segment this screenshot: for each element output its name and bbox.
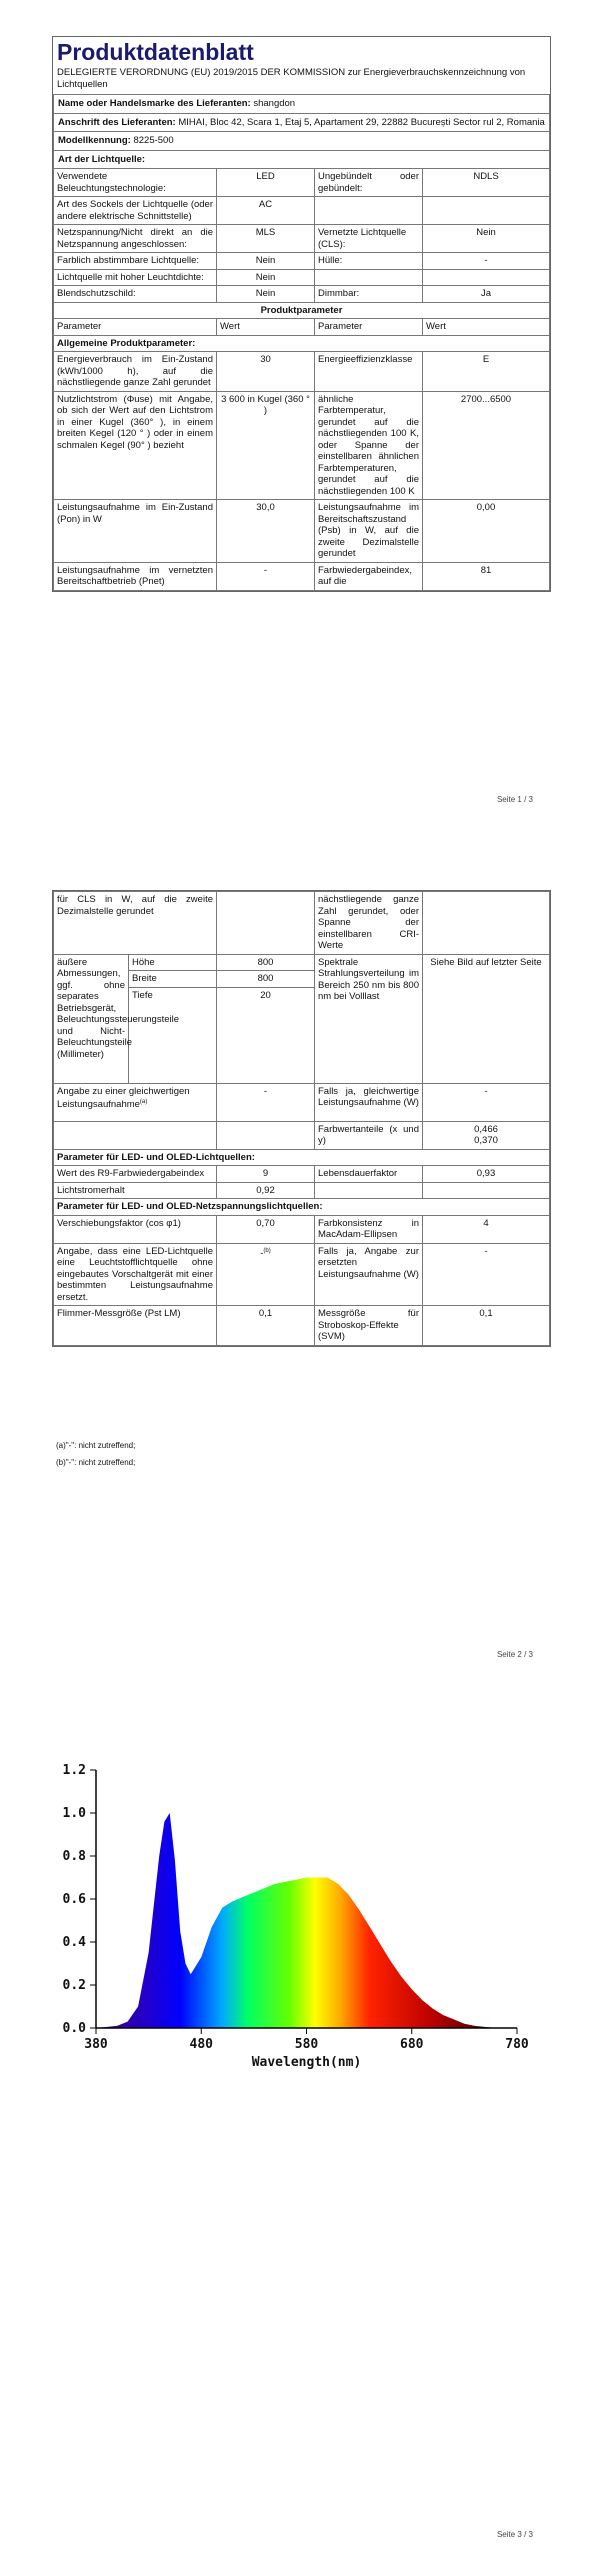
cell-value: 0,1	[217, 1306, 315, 1346]
cell-value	[423, 197, 550, 225]
cell-label: Nutzlichtstrom (Φuse) mit Angabe, ob sich der Wert auf den Lichtstrom in einer Kugel (360° ), in einem breiten Kegel (120 ° ) oder in einem schmalen Kegel (90° ) bezieht	[54, 391, 217, 500]
cell-label: Energieeffizienzklasse	[315, 352, 423, 392]
cell-value: 0,00	[423, 500, 550, 563]
cell-value: -	[423, 253, 550, 270]
table-row	[54, 169, 550, 197]
y-tick-label: 0.4	[62, 1935, 86, 1950]
cell-value: -	[423, 1243, 550, 1306]
cell-label: Netzspannung/Nicht direkt an die Netzspannung angeschlossen:	[54, 225, 217, 253]
address-value: MIHAI, Bloc 42, Scara 1, Etaj 5, Apartament 29, 22882 București Sector rul 2, Romania	[178, 116, 545, 128]
product-params-header: Produktparameter	[54, 302, 550, 319]
x-tick-label: 580	[294, 2037, 319, 2052]
table-row	[54, 352, 550, 392]
cell-value: 0,92	[217, 1182, 315, 1199]
page-number: Seite 1 / 3	[496, 795, 533, 804]
page-1	[0, 0, 603, 820]
cell-value: 0,93	[423, 1166, 550, 1183]
led-params-header: Parameter für LED- und OLED-Lichtquellen:	[54, 1149, 550, 1166]
dimension-depth-value: 20	[217, 987, 315, 1083]
cell-label: Energieverbrauch im Ein-Zustand (kWh/1000 h), auf die nächstliegende ganze Zahl gerundet	[54, 352, 217, 392]
cell-label: Art des Sockels der Lichtquelle (oder andere elektrische Schnittstelle)	[54, 197, 217, 225]
cell-value: MLS	[217, 225, 315, 253]
cell-value: Nein	[217, 286, 315, 303]
cell-label: Falls ja, Angabe zur ersetzten Leistungsaufnahme (W)	[315, 1243, 423, 1306]
table-header-row	[54, 319, 550, 336]
cell-label: Blendschutzschild:	[54, 286, 217, 303]
cell-label: Farblich abstimmbare Lichtquelle:	[54, 253, 217, 270]
page-3	[0, 1730, 603, 2560]
table-row	[54, 1083, 550, 1121]
page-title: Produktdatenblatt	[57, 39, 254, 65]
dimension-height-value: 800	[217, 954, 315, 971]
footnote-b: (b)"-": nicht zutreffend;	[56, 1458, 136, 1467]
cell-value: -	[217, 1083, 315, 1121]
cell-label: Messgröße für Stroboskop-Effekte (SVM)	[315, 1306, 423, 1346]
column-header: Parameter	[315, 319, 423, 336]
datasheet-page-2	[52, 890, 551, 1347]
cell-value: -	[423, 1083, 550, 1121]
cell-label: Lichtquelle mit hoher Leuchtdichte:	[54, 269, 217, 286]
table-row	[54, 286, 550, 303]
table-row	[54, 269, 550, 286]
spectral-label: Spektrale Strahlungsverteilung im Bereich 250 nm bis 800 nm bei Volllast	[315, 954, 423, 1083]
y-tick-label: 0.8	[62, 1849, 86, 1864]
dimension-width-label: Breite	[129, 971, 217, 988]
datasheet-page-1	[52, 36, 551, 592]
column-header: Wert	[423, 319, 550, 336]
table-row	[54, 954, 550, 971]
cell-label: für CLS in W, auf die zweite Dezimalstelle gerundet	[54, 892, 217, 955]
cell-value	[423, 269, 550, 286]
cell-label: nächstliegende ganze Zahl gerundet, oder Spanne der einstellbaren CRI-Werte	[315, 892, 423, 955]
cell-value: 30	[217, 352, 315, 392]
spectral-distribution-chart	[0, 1750, 603, 2080]
table-row	[54, 1215, 550, 1243]
parameters-table-continued	[53, 891, 550, 1346]
cell-label: Farbkonsistenz in MacAdam-Ellipsen	[315, 1215, 423, 1243]
table-row	[54, 500, 550, 563]
cell-value: Nein	[217, 269, 315, 286]
cell-value: AC	[217, 197, 315, 225]
table-row	[54, 1306, 550, 1346]
cell-label: Farbwertanteile (x und y)	[315, 1121, 423, 1149]
x-tick-label: 680	[400, 2037, 424, 2052]
cell-value: Nein	[423, 225, 550, 253]
cell-value: 0,70	[217, 1215, 315, 1243]
cell-label	[315, 269, 423, 286]
cell-label: Leistungsaufnahme im vernetzten Bereitschaftbetrieb (Pnet)	[54, 562, 217, 590]
model-label: Modellkennung:	[58, 135, 131, 146]
cell-label: Leistungsaufnahme im Bereitschaftszustand (Psb) in W, auf die zweite Dezimalstelle gerundet	[315, 500, 423, 563]
x-tick-label: 480	[189, 2037, 213, 2052]
address-label: Anschrift des Lieferanten:	[58, 116, 176, 128]
cell-label: Dimmbar:	[315, 286, 423, 303]
table-row	[54, 1121, 550, 1149]
page-number: Seite 3 / 3	[496, 2530, 533, 2539]
x-tick-label: 380	[84, 2037, 108, 2052]
cell-value: 4	[423, 1215, 550, 1243]
cell-value: NDLS	[423, 169, 550, 197]
cell-label: Wert des R9-Farbwiedergabeindex	[54, 1166, 217, 1183]
cell-value: 0,1	[423, 1306, 550, 1346]
table-row	[54, 225, 550, 253]
cell-label: ähnliche Farbtemperatur, gerundet auf die nächstliegenden 100 K, oder Spanne der einstellbaren ähnlichen Farbtemperaturen, gerundet auf die nächstliegenden 100 K	[315, 391, 423, 500]
cell-label: Hülle:	[315, 253, 423, 270]
cell-value: -$^{(b)}$	[217, 1243, 315, 1306]
column-header: Wert	[217, 319, 315, 336]
cell-label: Falls ja, gleichwertige Leistungsaufnahme (W)	[315, 1083, 423, 1121]
y-tick-label: 0.0	[62, 2021, 86, 2036]
cell-label: Lichtstromerhalt	[54, 1182, 217, 1199]
y-tick-label: 0.6	[62, 1892, 86, 1907]
column-header: Parameter	[54, 319, 217, 336]
supplier-label: Name oder Handelsmarke des Lieferanten:	[58, 98, 251, 109]
table-row	[54, 1166, 550, 1183]
cell-label: Verwendete Beleuchtungstechnologie:	[54, 169, 217, 197]
dimension-height-label: Höhe	[129, 954, 217, 971]
cell-value: 30,0	[217, 500, 315, 563]
table-row	[54, 1243, 550, 1306]
cell-value: LED	[217, 169, 315, 197]
cell-label: Angabe zu einer gleichwertigen Leistungsaufnahme$^{(a)}$	[54, 1083, 217, 1121]
cell-label: Vernetzte Lichtquelle (CLS):	[315, 225, 423, 253]
mains-params-header: Parameter für LED- und OLED-Netzspannungslichtquellen:	[54, 1199, 550, 1216]
page-number: Seite 2 / 3	[496, 1650, 533, 1659]
cell-value: 2700...6500	[423, 391, 550, 500]
cell-label: Verschiebungsfaktor (cos φ1)	[54, 1215, 217, 1243]
model-value: 8225-500	[133, 135, 174, 146]
cell-value: 3 600 in Kugel (360 ° )	[217, 391, 315, 500]
regulation-text: DELEGIERTE VERORDNUNG (EU) 2019/2015 DER KOMMISSION zur Energieverbrauchskennzeichnung von Lichtquellen	[57, 67, 526, 90]
cell-value: 0,466 0,370	[423, 1121, 550, 1149]
x-tick-label: 780	[505, 2037, 529, 2052]
supplier-table	[53, 94, 550, 591]
cell-label: Flimmer-Messgröße (Pst LM)	[54, 1306, 217, 1346]
page-2	[0, 880, 603, 1680]
y-tick-label: 1.0	[62, 1806, 86, 1821]
cell-value: Nein	[217, 253, 315, 270]
general-params-header: Allgemeine Produktparameter:	[54, 335, 550, 352]
dimension-depth-label: Tiefe	[129, 987, 217, 1083]
table-row	[54, 892, 550, 955]
spectral-value: Siehe Bild auf letzter Seite	[423, 954, 550, 1083]
cell-label	[315, 197, 423, 225]
table-row	[54, 197, 550, 225]
table-row	[54, 391, 550, 500]
cell-label: Leistungsaufnahme im Ein-Zustand (Pon) in W	[54, 500, 217, 563]
cell-value: Ja	[423, 286, 550, 303]
cell-label: Ungebündelt oder gebündelt:	[315, 169, 423, 197]
cell-label: Lebensdauerfaktor	[315, 1166, 423, 1183]
footnote-a: (a)"-": nicht zutreffend;	[56, 1441, 136, 1450]
table-row	[54, 562, 550, 590]
cell-value: 81	[423, 562, 550, 590]
y-tick-label: 1.2	[62, 1763, 86, 1778]
cell-value: 9	[217, 1166, 315, 1183]
dimensions-label: äußere Abmessungen, ggf. ohne separates Betriebsgerät, Beleuchtungssteuerungsteile und Nicht-Beleuchtungsteile (Millimeter)	[54, 954, 129, 1083]
table-row	[54, 253, 550, 270]
dimension-width-value: 800	[217, 971, 315, 988]
table-row	[54, 1182, 550, 1199]
cell-label: Farbwiedergabeindex, auf die	[315, 562, 423, 590]
x-axis-label: Wavelength(nm)	[251, 2055, 362, 2070]
cell-label: Angabe, dass eine LED-Lichtquelle eine Leuchtstofflichtquelle ohne eingebautes Vorschaltgerät mit einer bestimmten Leistungsaufnahme ersetzt.	[54, 1243, 217, 1306]
spectrum-area	[96, 1813, 517, 2028]
cell-value: E	[423, 352, 550, 392]
supplier-value: shangdon	[253, 98, 296, 109]
y-tick-label: 0.2	[62, 1978, 86, 1993]
lightsource-header: Art der Lichtquelle:	[54, 150, 550, 169]
cell-value: -	[217, 562, 315, 590]
